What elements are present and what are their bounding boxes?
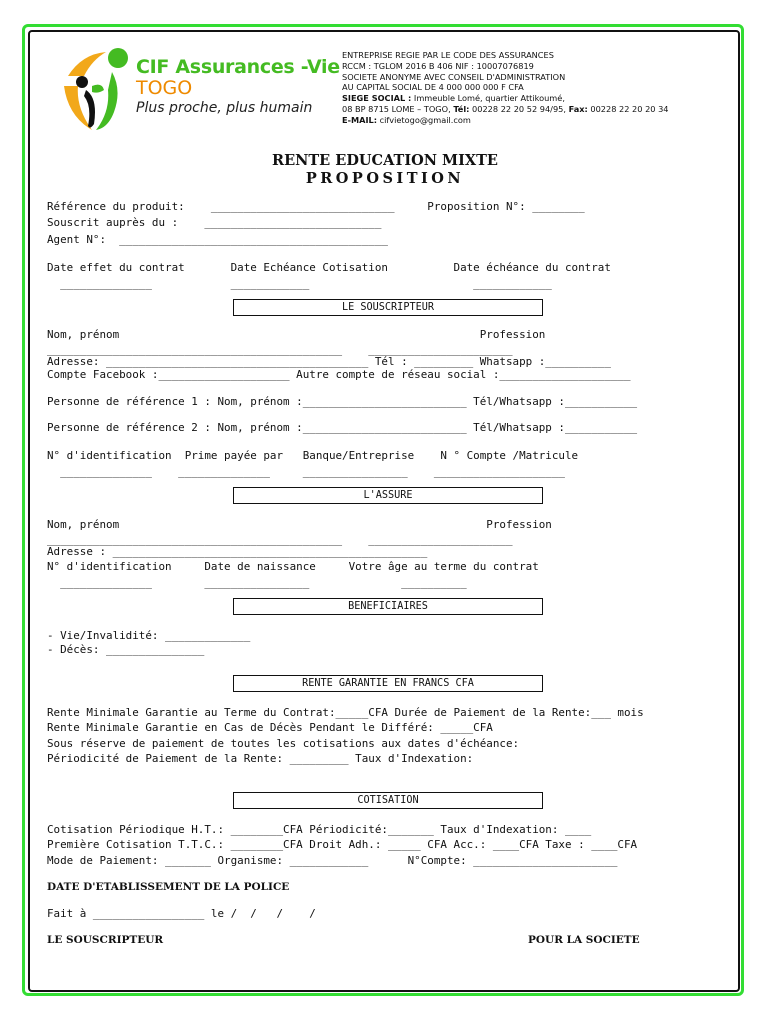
cotisation-line-2[interactable]: Première Cotisation T.T.C.: ________CFA Droit Adh.: _____ CFA Acc.: ____CFA Taxe : ____CFA bbox=[47, 838, 638, 851]
beneficiaire-vie-line[interactable]: - Vie/Invalidité: _____________ bbox=[47, 629, 251, 642]
souscripteur-ident-fields[interactable]: ______________ ______________ ________________ ____________________ bbox=[47, 465, 565, 478]
logo-icon bbox=[62, 46, 134, 132]
product-reference-line[interactable]: Référence du produit: ____________________________ Proposition N°: ________ bbox=[47, 200, 585, 213]
email-value: cifvietogo@gmail.com bbox=[377, 114, 471, 125]
tel-value: 00228 22 20 52 94/95, bbox=[469, 103, 569, 114]
siege-value: Immeuble Lomé, quartier Attikoumé, bbox=[411, 93, 565, 104]
email-line bbox=[342, 115, 669, 126]
agent-number-line[interactable]: Agent N°: _________________________________________ bbox=[47, 233, 388, 246]
assure-nom-labels: Nom, prénom Profession bbox=[47, 518, 552, 531]
section-assure: L'ASSURE bbox=[233, 487, 543, 504]
brand-name: CIF Assurances -Vie bbox=[136, 56, 340, 78]
section-rente-garantie: RENTE GARANTIE EN FRANCS CFA bbox=[233, 675, 543, 692]
cotisation-line-1[interactable]: Cotisation Périodique H.T.: ________CFA Périodicité:_______ Taux d'Indexation: ____ bbox=[47, 823, 592, 836]
section-beneficiaires: BENEFICIAIRES bbox=[233, 598, 543, 615]
company-line: SOCIETE ANONYME AVEC CONSEIL D'ADMINISTRATION bbox=[342, 71, 566, 82]
souscripteur-facebook-line[interactable]: Compte Facebook :____________________ Autre compte de réseau social :____________________ bbox=[47, 368, 631, 381]
siege-label: SIEGE SOCIAL : bbox=[342, 93, 412, 104]
rente-line-2[interactable]: Rente Minimale Garantie en Cas de Décès Pendant le Différé: _____CFA bbox=[47, 721, 493, 734]
dates-fields[interactable]: ______________ ____________ ____________ bbox=[47, 277, 552, 290]
fax-value: 00228 22 20 20 34 bbox=[587, 103, 669, 114]
company-line: ENTREPRISE REGIE PAR LE CODE DES ASSURANCES bbox=[342, 50, 554, 60]
company-line: AU CAPITAL SOCIAL DE 4 000 000 000 F CFA bbox=[342, 82, 524, 93]
siege-social-line bbox=[342, 93, 669, 104]
brand-tagline: Plus proche, plus humain bbox=[136, 100, 313, 116]
contact-line bbox=[342, 104, 669, 115]
rente-line-4[interactable]: Périodicité de Paiement de la Rente: _________ Taux d'Indexation: bbox=[47, 752, 474, 765]
souscripteur-nom-labels: Nom, prénom Profession bbox=[47, 328, 546, 341]
section-souscripteur: LE SOUSCRIPTEUR bbox=[233, 299, 543, 316]
police-date-heading: DATE D'ETABLISSEMENT DE LA POLICE bbox=[47, 881, 290, 893]
souscripteur-adresse-line[interactable]: Adresse: ________________________________________ Tél : _________ Whatsapp :__________ bbox=[47, 355, 611, 368]
rente-line-3: Sous réserve de paiement de toutes les cotisations aux dates d'échéance: bbox=[47, 737, 520, 750]
document-subtitle: PROPOSITION bbox=[305, 170, 465, 187]
signature-souscripteur: LE SOUSCRIPTEUR bbox=[47, 934, 164, 946]
beneficiaire-deces-line[interactable]: - Décès: _______________ bbox=[47, 643, 205, 656]
souscripteur-nom-fields[interactable]: _____________________________________________ ______________________ bbox=[47, 343, 513, 356]
email-label: E-MAIL: bbox=[342, 114, 378, 125]
address: 08 BP 8715 LOME – TOGO, bbox=[342, 103, 454, 114]
cotisation-line-3[interactable]: Mode de Paiement: _______ Organisme: ____________ N°Compte: ______________________ bbox=[47, 854, 618, 867]
brand-country: TOGO bbox=[136, 77, 193, 99]
assure-adresse-line[interactable]: Adresse : ________________________________________________ bbox=[47, 545, 428, 558]
company-info bbox=[342, 50, 669, 126]
dates-labels: Date effet du contrat Date Echéance Cotisation Date échéance du contrat bbox=[47, 261, 611, 274]
assure-ident-labels: N° d'identification Date de naissance Votre âge au terme du contrat bbox=[47, 560, 539, 573]
brand-block bbox=[136, 56, 340, 116]
company-line: RCCM : TGLOM 2016 B 406 NIF : 10007076819 bbox=[342, 60, 534, 71]
souscrit-aupres-line[interactable]: Souscrit auprès du : ___________________________ bbox=[47, 216, 382, 229]
reference-person-2-line[interactable]: Personne de référence 2 : Nom, prénom :_________________________ Tél/Whatsapp :___________ bbox=[47, 421, 638, 434]
section-cotisation: COTISATION bbox=[233, 792, 543, 809]
tel-label: Tél: bbox=[453, 103, 470, 114]
souscripteur-ident-labels: N° d'identification Prime payée par Banque/Entreprise N ° Compte /Matricule bbox=[47, 449, 579, 462]
signature-societe: POUR LA SOCIETE bbox=[528, 934, 640, 946]
document-title: RENTE EDUCATION MIXTE bbox=[272, 152, 498, 169]
reference-person-1-line[interactable]: Personne de référence 1 : Nom, prénom :_________________________ Tél/Whatsapp :___________ bbox=[47, 395, 638, 408]
rente-line-1[interactable]: Rente Minimale Garantie au Terme du Contrat:_____CFA Durée de Paiement de la Rente:___ mois bbox=[47, 706, 644, 719]
fax-label: Fax: bbox=[568, 103, 588, 114]
assure-nom-fields[interactable]: _____________________________________________ ______________________ bbox=[47, 533, 513, 546]
assure-ident-fields[interactable]: ______________ ________________ __________ bbox=[47, 576, 467, 589]
fait-a-line[interactable]: Fait à _________________ le / / / / bbox=[47, 907, 316, 920]
